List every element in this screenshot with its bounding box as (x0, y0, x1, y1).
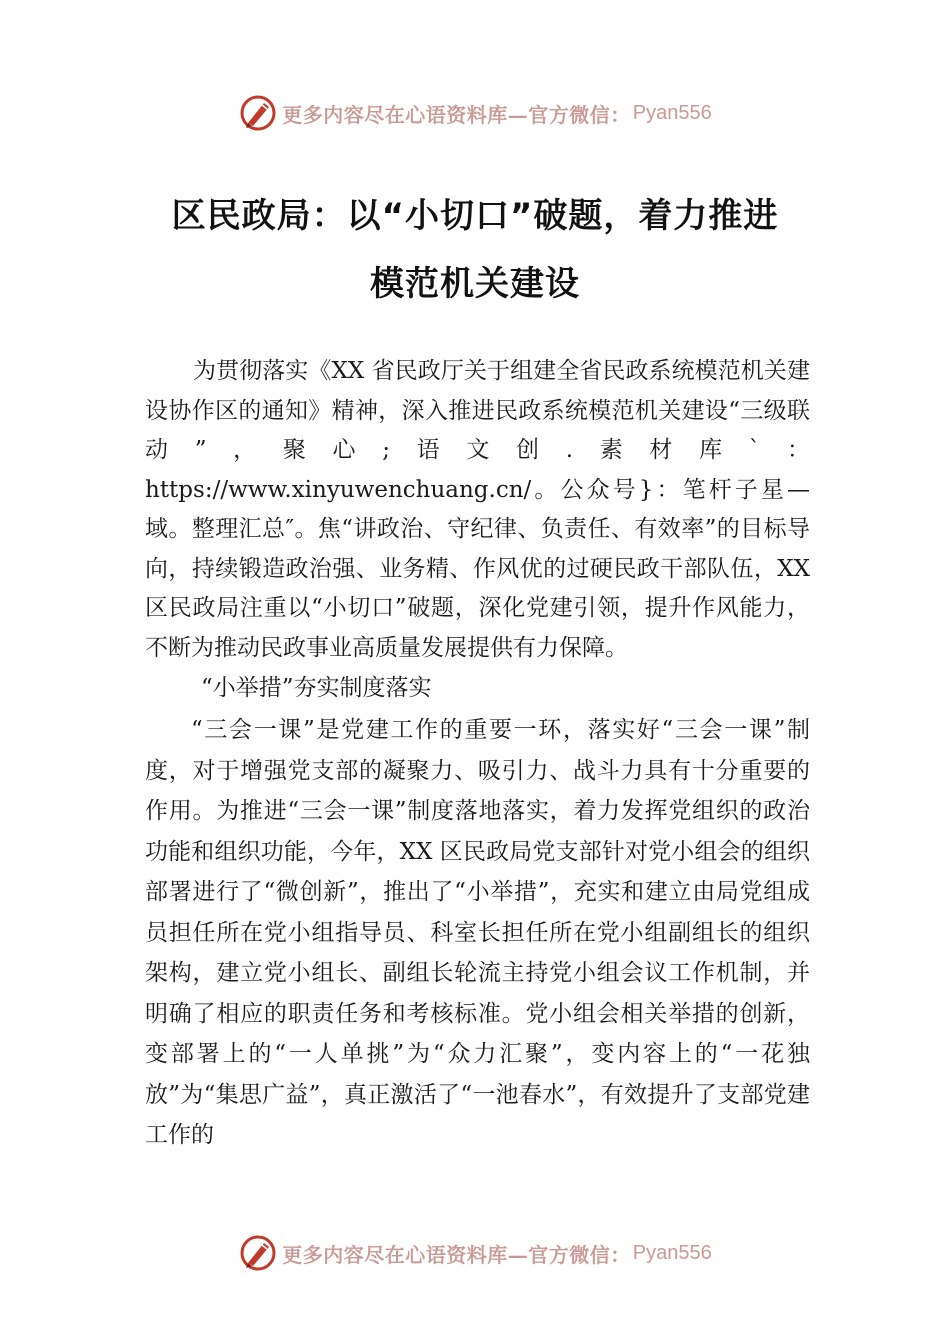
document-title-line-2: 模范机关建设 (370, 264, 580, 304)
document-body (145, 352, 810, 1156)
header-watermark-banner (0, 88, 950, 138)
watermark-text: 更多内容尽在心语资料库—官方微信： (282, 102, 631, 127)
wechat-id: Pyan556 (632, 1241, 712, 1264)
section-heading: “小举措”夯实制度落实 (201, 675, 432, 701)
pen-logo-icon (238, 1233, 278, 1273)
wechat-id: Pyan556 (632, 101, 712, 124)
footer-watermark-banner (0, 1228, 950, 1278)
pen-logo-icon (238, 93, 278, 133)
body-paragraph: “三会一课”是党建工作的重要一环，落实好“三会一课”制度，对于增强党支部的凝聚力、吸引力、战斗力具有十分重要的作用。为推进“三会一课”制度落地落实，着力发挥党组织的政治功能和组织功能，今年，XX 区民政局党支部针对党小组会的组织部署进行了“微创新”，推出了“小举措”，充实和建立由局党组成员担任所在党小组指导员、科室长担任所在党小组副组长的组织架构，建立党小组长、副组长轮流主持党小组会议工作机制，并明确了相应的职责任务和考核标准。党小组会相关举措的创新，变部署上的“一人单挑”为“众力汇聚”，变内容上的“一花独放”为“集思广益”，真正激活了“一池春水”，有效提升了支部党建工作的 (145, 717, 810, 1148)
intro-paragraph: 为贯彻落实《XX 省民政厅关于组建全省民政系统模范机关建设协作区的通知》精神，深入推进民政系统模范机关建设“三级联动”，聚心;语文创.素材库`：https://www.xinyuwenchuang.cn/。公众号}：笔杆子星—域。整理汇总″。焦“讲政治、守纪律、负责任、有效率”的目标导向，持续锻造政治强、业务精、作风优的过硬民政干部队伍，XX 区民政局注重以“小切口”破题，深化党建引领，提升作风能力，不断为推动民政事业高质量发展提供有力保障。 (145, 358, 810, 661)
watermark-text: 更多内容尽在心语资料库—官方微信： (282, 1242, 631, 1267)
document-title-line-1: 区民政局：以“小切口”破题，着力推进 (171, 196, 779, 236)
